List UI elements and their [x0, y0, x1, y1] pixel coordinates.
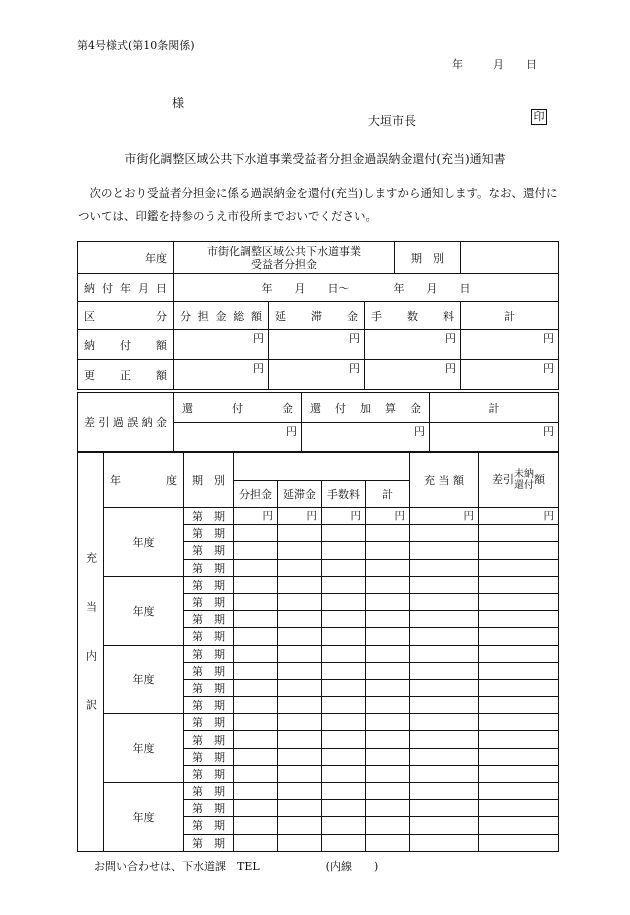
late-fee-cell[interactable]	[278, 611, 322, 628]
seal-mark: 印	[531, 109, 547, 125]
charge-cell[interactable]	[234, 697, 278, 714]
charge-cell[interactable]	[234, 628, 278, 645]
addressee: 様	[172, 96, 185, 110]
col-header-applied: 充 当 額	[410, 453, 479, 508]
group-year-cell[interactable]: 年度	[104, 576, 184, 645]
col-header-refund: 還付金	[174, 393, 302, 423]
applied-cell[interactable]	[410, 800, 479, 817]
overpayment-table	[77, 392, 559, 452]
fee-cell[interactable]	[322, 645, 366, 662]
col-header-fee: 手数料	[365, 302, 461, 330]
applied-cell[interactable]	[410, 628, 479, 645]
period-cell[interactable]: 第 期	[184, 593, 234, 610]
late-fee-cell[interactable]	[278, 714, 322, 731]
charge-cell[interactable]	[234, 542, 278, 559]
late-fee-cell[interactable]	[278, 593, 322, 610]
balance-cell[interactable]	[479, 731, 559, 748]
late-fee-cell[interactable]	[278, 645, 322, 662]
balance-cell[interactable]	[479, 765, 559, 782]
fee-cell[interactable]	[322, 783, 366, 800]
overpayment-label: 差引過誤納金	[78, 393, 174, 452]
sum-cell[interactable]	[366, 576, 410, 593]
sum-cell[interactable]	[366, 542, 410, 559]
applied-cell[interactable]	[410, 817, 479, 834]
breakdown-header-blank	[234, 453, 410, 481]
balance-cell[interactable]	[479, 662, 559, 679]
group-year-cell[interactable]: 年度	[104, 508, 184, 577]
period-cell[interactable]: 第 期	[184, 542, 234, 559]
sum-cell[interactable]: 円	[366, 508, 410, 525]
applied-cell[interactable]	[410, 593, 479, 610]
fee-cell[interactable]	[322, 697, 366, 714]
fee-cell[interactable]	[322, 748, 366, 765]
balance-cell[interactable]	[479, 525, 559, 542]
period-cell[interactable]: 第 期	[184, 525, 234, 542]
paid-sum[interactable]: 円	[461, 330, 559, 360]
allocation-row	[78, 714, 559, 731]
period-value[interactable]	[461, 242, 559, 274]
late-fee-cell[interactable]	[278, 559, 322, 576]
sum-cell[interactable]	[366, 783, 410, 800]
sum-cell[interactable]	[366, 731, 410, 748]
balance-suffix: 額	[534, 473, 545, 486]
period-cell[interactable]: 第 期	[184, 697, 234, 714]
col-header-sum: 計	[461, 302, 559, 330]
allocation-row	[78, 508, 559, 525]
late-fee-cell[interactable]	[278, 765, 322, 782]
late-fee-cell[interactable]	[278, 817, 322, 834]
sum-cell[interactable]	[366, 593, 410, 610]
sum-cell[interactable]	[366, 748, 410, 765]
allocation-table	[77, 452, 559, 852]
balance-cell[interactable]	[479, 559, 559, 576]
period-label: 期 別	[395, 242, 461, 274]
period-cell[interactable]: 第 期	[184, 783, 234, 800]
form-number: 第4号様式(第10条関係)	[77, 39, 195, 52]
period-cell[interactable]: 第 期	[184, 508, 234, 525]
balance-cell[interactable]	[479, 817, 559, 834]
refund-interest-amount[interactable]: 円	[302, 423, 430, 452]
balance-prefix: 差引	[492, 473, 514, 486]
charge-cell[interactable]	[234, 834, 278, 851]
sum-cell[interactable]	[366, 628, 410, 645]
balance-cell[interactable]	[479, 679, 559, 696]
period-cell[interactable]: 第 期	[184, 628, 234, 645]
group-year-cell[interactable]: 年度	[104, 645, 184, 714]
sub-header-late-fee: 延滞金	[278, 481, 322, 508]
fee-cell[interactable]	[322, 731, 366, 748]
corrected-sum[interactable]: 円	[461, 360, 559, 390]
balance-cell[interactable]	[479, 645, 559, 662]
charge-cell[interactable]	[234, 559, 278, 576]
category-label: 区 分	[78, 302, 174, 330]
charge-cell[interactable]	[234, 817, 278, 834]
sum-cell[interactable]	[366, 662, 410, 679]
payment-date-range[interactable]: 年 月 日～ 年 月 日	[174, 274, 559, 302]
late-fee-cell[interactable]	[278, 731, 322, 748]
applied-cell[interactable]	[410, 525, 479, 542]
allocation-side-label-text: 充当内訳	[84, 552, 98, 749]
charge-cell[interactable]	[234, 800, 278, 817]
sum-cell[interactable]	[366, 679, 410, 696]
balance-cell[interactable]	[479, 593, 559, 610]
col-header-refund-interest: 還付加算金	[302, 393, 430, 423]
sum-cell[interactable]	[366, 611, 410, 628]
applied-cell[interactable]	[410, 731, 479, 748]
period-cell[interactable]: 第 期	[184, 800, 234, 817]
charge-cell[interactable]	[234, 783, 278, 800]
balance-cell[interactable]	[479, 783, 559, 800]
body-text: 次のとおり受益者分担金に係る過誤納金を還付(充当)しますから通知します。なお、還付については、印鑑を持参のうえ市役所までおいでください。	[78, 186, 558, 223]
late-fee-cell[interactable]	[278, 783, 322, 800]
col-header-balance	[479, 453, 559, 508]
period-cell[interactable]: 第 期	[184, 645, 234, 662]
allocation-row	[78, 576, 559, 593]
period-cell[interactable]: 第 期	[184, 817, 234, 834]
charge-cell[interactable]	[234, 576, 278, 593]
sum-cell[interactable]	[366, 817, 410, 834]
sum-cell[interactable]	[366, 697, 410, 714]
sum-cell[interactable]	[366, 714, 410, 731]
applied-cell[interactable]	[410, 748, 479, 765]
fee-cell[interactable]	[322, 525, 366, 542]
fee-cell[interactable]	[322, 679, 366, 696]
charge-cell[interactable]	[234, 662, 278, 679]
sum-cell[interactable]	[366, 559, 410, 576]
issuer: 大垣市長	[368, 114, 417, 128]
charge-cell[interactable]	[234, 611, 278, 628]
fee-cell[interactable]	[322, 714, 366, 731]
allocation-side-label	[78, 453, 104, 852]
applied-cell[interactable]: 円	[410, 508, 479, 525]
fee-cell[interactable]	[322, 542, 366, 559]
period-cell[interactable]: 第 期	[184, 662, 234, 679]
refund-total[interactable]: 円	[430, 423, 559, 452]
late-fee-cell[interactable]	[278, 800, 322, 817]
document-title: 市街化調整区域公共下水道事業受益者分担金過誤納金還付(充当)通知書	[124, 152, 506, 166]
balance-mid1: 未納	[514, 469, 534, 480]
applied-cell[interactable]	[410, 697, 479, 714]
col-header-late-fee: 延滞金	[269, 302, 365, 330]
charge-cell[interactable]	[234, 748, 278, 765]
paid-label: 納 付 額	[78, 330, 174, 360]
applied-cell[interactable]	[410, 662, 479, 679]
fee-cell[interactable]: 円	[322, 508, 366, 525]
applied-cell[interactable]	[410, 559, 479, 576]
fee-cell[interactable]	[322, 611, 366, 628]
period-cell[interactable]: 第 期	[184, 559, 234, 576]
applied-cell[interactable]	[410, 679, 479, 696]
col-header-year: 年 度	[104, 453, 184, 508]
sub-header-sum: 計	[366, 481, 410, 508]
charge-cell[interactable]	[234, 593, 278, 610]
applied-cell[interactable]	[410, 645, 479, 662]
balance-cell[interactable]: 円	[479, 508, 559, 525]
fee-cell[interactable]	[322, 576, 366, 593]
date-month-label: 月	[493, 58, 504, 71]
late-fee-cell[interactable]	[278, 697, 322, 714]
paid-total-charge[interactable]: 円	[174, 330, 269, 360]
sub-header-charge: 分担金	[234, 481, 278, 508]
late-fee-cell[interactable]	[278, 542, 322, 559]
charge-cell[interactable]	[234, 714, 278, 731]
col-header-total: 計	[430, 393, 559, 423]
charge-cell[interactable]	[234, 765, 278, 782]
date-year-label: 年	[452, 58, 463, 71]
balance-mid2: 還付	[514, 480, 534, 491]
issue-date	[452, 56, 537, 72]
applied-cell[interactable]	[410, 611, 479, 628]
applied-cell[interactable]	[410, 576, 479, 593]
fee-cell[interactable]	[322, 628, 366, 645]
period-cell[interactable]: 第 期	[184, 748, 234, 765]
charge-cell[interactable]	[234, 679, 278, 696]
period-cell[interactable]: 第 期	[184, 611, 234, 628]
corrected-label: 更 正 額	[78, 360, 174, 390]
balance-cell[interactable]	[479, 576, 559, 593]
charge-cell[interactable]	[234, 525, 278, 542]
group-year-cell[interactable]: 年度	[104, 714, 184, 783]
col-header-period: 期 別	[184, 453, 234, 508]
late-fee-cell[interactable]	[278, 748, 322, 765]
sum-cell[interactable]	[366, 800, 410, 817]
fee-cell[interactable]	[322, 593, 366, 610]
balance-cell[interactable]	[479, 800, 559, 817]
applied-cell[interactable]	[410, 714, 479, 731]
col-header-total-charge: 分担金総額	[174, 302, 269, 330]
corrected-fee[interactable]: 円	[365, 360, 461, 390]
period-cell[interactable]: 第 期	[184, 576, 234, 593]
period-cell[interactable]: 第 期	[184, 679, 234, 696]
applied-cell[interactable]	[410, 834, 479, 851]
corrected-late-fee[interactable]: 円	[269, 360, 365, 390]
balance-cell[interactable]	[479, 714, 559, 731]
sum-cell[interactable]	[366, 525, 410, 542]
late-fee-cell[interactable]	[278, 525, 322, 542]
corrected-total-charge[interactable]: 円	[174, 360, 269, 390]
allocation-row	[78, 645, 559, 662]
group-year-cell[interactable]: 年度	[104, 783, 184, 852]
period-cell[interactable]: 第 期	[184, 765, 234, 782]
late-fee-cell[interactable]	[278, 576, 322, 593]
balance-cell[interactable]	[479, 834, 559, 851]
paid-late-fee[interactable]: 円	[269, 330, 365, 360]
balance-cell[interactable]	[479, 628, 559, 645]
late-fee-cell[interactable]	[278, 628, 322, 645]
fee-cell[interactable]	[322, 834, 366, 851]
period-cell[interactable]: 第 期	[184, 834, 234, 851]
applied-cell[interactable]	[410, 783, 479, 800]
paid-fee[interactable]: 円	[365, 330, 461, 360]
fee-cell[interactable]	[322, 765, 366, 782]
fee-cell[interactable]	[322, 662, 366, 679]
tax-name-line1: 市街化調整区域公共下水道事業	[207, 244, 362, 258]
fee-cell[interactable]	[322, 817, 366, 834]
late-fee-cell[interactable]: 円	[278, 508, 322, 525]
sub-header-fee: 手数料	[322, 481, 366, 508]
balance-cell[interactable]	[479, 748, 559, 765]
balance-cell[interactable]	[479, 542, 559, 559]
refund-amount[interactable]: 円	[174, 423, 302, 452]
sum-cell[interactable]	[366, 834, 410, 851]
period-cell[interactable]: 第 期	[184, 731, 234, 748]
charge-cell[interactable]	[234, 645, 278, 662]
sum-cell[interactable]	[366, 765, 410, 782]
payment-date-label: 納付年月日	[78, 274, 174, 302]
date-day-label: 日	[526, 58, 537, 71]
applied-cell[interactable]	[410, 542, 479, 559]
fee-cell[interactable]	[322, 559, 366, 576]
period-cell[interactable]: 第 期	[184, 714, 234, 731]
late-fee-cell[interactable]	[278, 679, 322, 696]
balance-cell[interactable]	[479, 697, 559, 714]
sum-cell[interactable]	[366, 645, 410, 662]
charge-cell[interactable]	[234, 731, 278, 748]
applied-cell[interactable]	[410, 765, 479, 782]
charge-cell[interactable]: 円	[234, 508, 278, 525]
footer-contact: お問い合わせは、下水道課 TEL (内線 )	[94, 860, 379, 873]
tax-name	[174, 242, 395, 274]
fee-cell[interactable]	[322, 800, 366, 817]
allocation-row	[78, 783, 559, 800]
balance-cell[interactable]	[479, 611, 559, 628]
payment-summary-table	[77, 241, 559, 390]
tax-name-line2: 受益者分担金	[251, 257, 318, 271]
late-fee-cell[interactable]	[278, 834, 322, 851]
late-fee-cell[interactable]	[278, 662, 322, 679]
year-label: 年度	[78, 242, 174, 274]
